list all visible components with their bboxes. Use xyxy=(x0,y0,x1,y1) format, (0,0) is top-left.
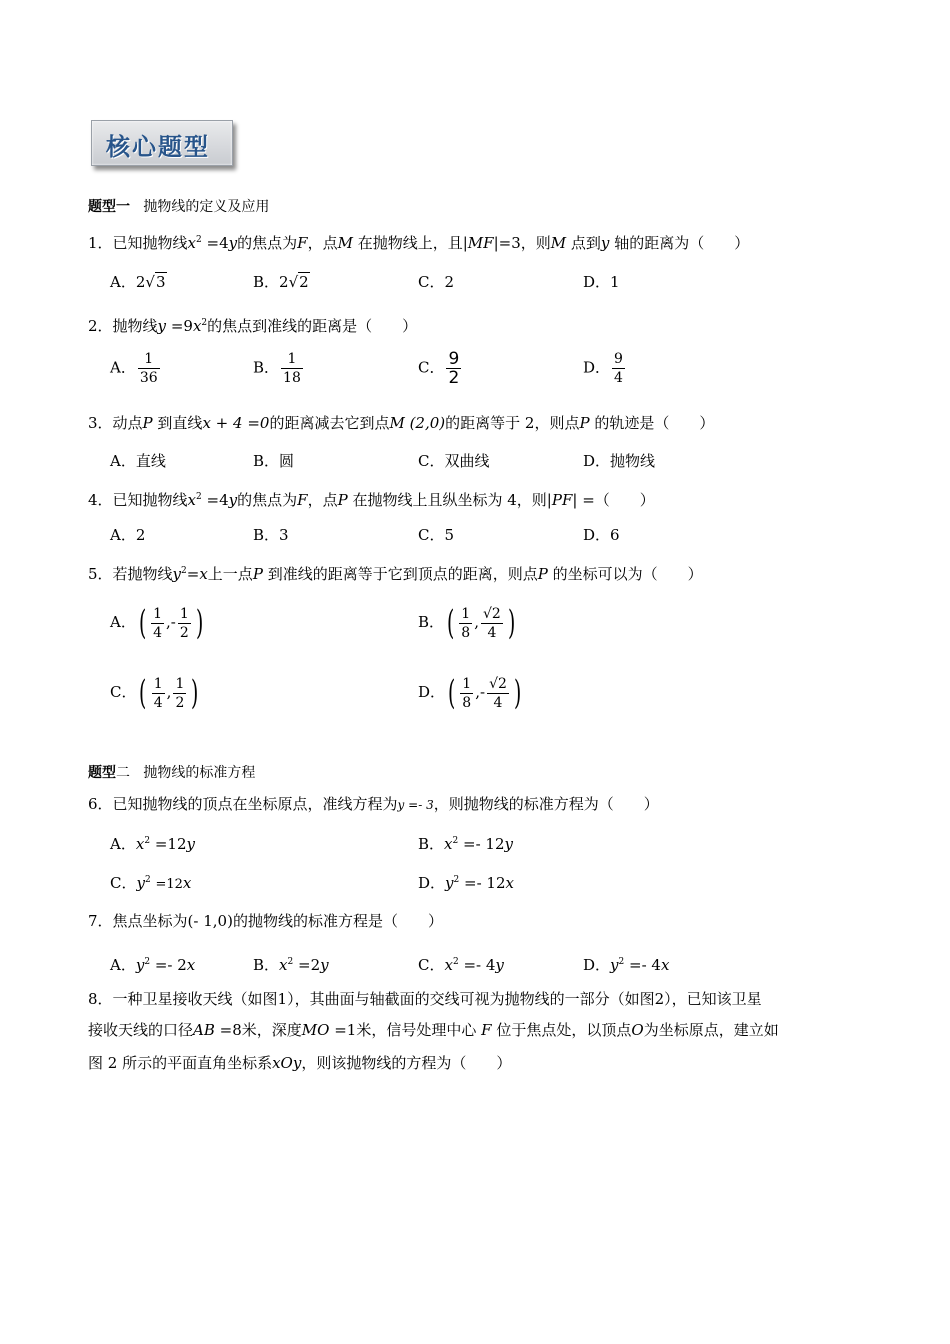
math-eq: =1 xyxy=(334,1021,357,1039)
math-var: AB xyxy=(193,1021,215,1039)
section-title: 抛物线的标准方程 xyxy=(143,765,256,781)
q-text: 的焦点为 xyxy=(237,234,298,252)
denominator: 2 xyxy=(175,694,185,711)
q-text: 在抛物线上，且 xyxy=(357,234,463,252)
q-text: 为坐标原点，建立如 xyxy=(643,1021,779,1039)
opt-label: A． xyxy=(110,273,136,291)
denominator: 8 xyxy=(461,624,471,641)
separator: ,- xyxy=(475,683,486,701)
q-text: 的抛物线的标准方程是（ ） xyxy=(232,912,443,930)
q-text: ，则 xyxy=(520,234,551,252)
q3-option-d[interactable]: D．抛物线 xyxy=(583,452,656,470)
q7-option-d[interactable] xyxy=(583,952,669,975)
right-paren: ) xyxy=(513,673,522,713)
math-eq: =- 4 xyxy=(463,956,496,974)
denominator: 2 xyxy=(448,368,460,388)
fraction xyxy=(487,675,509,712)
math-eq: =8 xyxy=(219,1021,242,1039)
math-eq: = xyxy=(582,491,595,509)
math-eq: =4 xyxy=(206,491,229,509)
opt-radicand: 3 xyxy=(155,273,166,291)
q5-option-b[interactable] xyxy=(418,603,518,643)
math-sup: 2 xyxy=(201,318,208,328)
q-text: 的距离减去它到点 xyxy=(269,414,390,432)
math-eq: =- 4 xyxy=(629,956,661,974)
opt-label: B． xyxy=(418,835,445,853)
math-sup: 2 xyxy=(453,875,460,885)
q-text: 到直线 xyxy=(157,414,203,432)
question-2 xyxy=(88,313,417,336)
q-text: （ ） xyxy=(594,491,655,509)
numerator: 1 xyxy=(153,675,163,692)
section-title: 抛物线的定义及应用 xyxy=(143,199,270,215)
math-eq: =9 xyxy=(170,317,193,335)
numerator: 9 xyxy=(448,349,460,369)
opt-label: C． xyxy=(110,683,137,701)
q-text: ，点 xyxy=(307,234,338,252)
opt-label: D． xyxy=(418,683,446,701)
math-sup: 2 xyxy=(196,492,202,502)
q-text: 4．已知抛物线 xyxy=(88,491,188,509)
math-eq: =12 xyxy=(154,835,187,853)
math-var: P xyxy=(142,414,153,432)
opt-label: A． xyxy=(110,956,136,974)
math-eq: =3 xyxy=(498,234,521,252)
math-var: y xyxy=(228,491,238,509)
separator: , xyxy=(166,683,172,701)
math-var: y xyxy=(600,234,610,252)
opt-label: A． xyxy=(110,835,136,853)
left-paren: ( xyxy=(139,673,147,713)
q2-option-d[interactable] xyxy=(583,350,627,387)
math-eq: =2 xyxy=(298,956,321,974)
math-var: P xyxy=(337,491,348,509)
math-var: y xyxy=(157,317,167,335)
math-eq: =4 xyxy=(206,234,229,252)
question-8-line-2 xyxy=(88,1020,779,1040)
q-text: 的距离等于 2，则点 xyxy=(445,414,580,432)
math-var: y xyxy=(135,956,145,974)
math-sup: 2 xyxy=(144,957,151,967)
denominator: 4 xyxy=(153,624,163,641)
q5-option-a[interactable] xyxy=(110,603,206,643)
numerator: 1 xyxy=(138,350,160,369)
fraction xyxy=(481,605,503,642)
left-paren: ( xyxy=(448,673,456,713)
badge-title: 核心题型 xyxy=(106,132,210,161)
math-var: y xyxy=(320,956,329,974)
question-8-line-1: 8．一种卫星接收天线（如图1），其曲面与轴截面的交线可视为抛物线的一部分（如图2），已知该卫星 xyxy=(88,990,762,1008)
math-var: F xyxy=(297,491,308,509)
math-sup: 2 xyxy=(181,566,187,576)
math-eq: =x xyxy=(186,565,208,583)
q-text: 5．若抛物线 xyxy=(88,565,173,583)
q-text: 到准线的距离等于它到顶点的距离，则点 xyxy=(267,565,538,583)
math-var: y xyxy=(186,835,195,853)
q4-option-c[interactable]: C．5 xyxy=(418,526,455,544)
denominator: 4 xyxy=(493,694,503,711)
opt-radicand: 2 xyxy=(299,273,309,291)
opt-label: D． xyxy=(583,358,611,377)
q6-option-d[interactable] xyxy=(418,870,514,893)
math-sup: 2 xyxy=(452,957,459,967)
math-abs: |PF| xyxy=(546,491,578,509)
denominator: 2 xyxy=(179,624,189,641)
math-eq: =- 12 xyxy=(464,874,506,892)
q-text: 上一点 xyxy=(207,565,253,583)
fraction xyxy=(459,605,472,642)
opt-label: C． xyxy=(418,956,445,974)
math-var: P xyxy=(579,414,590,432)
left-paren: ( xyxy=(138,603,147,643)
q2-option-b[interactable] xyxy=(253,350,305,387)
math-var: y xyxy=(172,565,182,583)
math-sup: 2 xyxy=(144,875,151,885)
q-text: 米，信号处理中心 xyxy=(356,1021,477,1039)
q-text: 接收天线的口径 xyxy=(88,1021,194,1039)
fraction xyxy=(138,350,160,387)
question-3 xyxy=(88,413,714,433)
math-var: x xyxy=(660,956,670,974)
q6-option-b[interactable] xyxy=(418,831,513,854)
numerator: 1 xyxy=(281,350,303,369)
q-text: 点到 xyxy=(570,234,601,252)
math-var: y xyxy=(136,874,145,892)
denominator: 4 xyxy=(614,370,623,386)
opt-label: C． xyxy=(110,874,137,892)
math-var: y xyxy=(610,956,619,974)
q-text: 的坐标可以为（ ） xyxy=(552,565,703,583)
q2-option-c[interactable] xyxy=(418,350,463,387)
math-var: F xyxy=(481,1021,492,1039)
q2-option-a[interactable] xyxy=(110,350,162,387)
math-var: x xyxy=(186,956,196,974)
q-text: ，点 xyxy=(307,491,338,509)
q3-option-c[interactable]: C．双曲线 xyxy=(418,452,490,470)
right-paren: ) xyxy=(195,603,204,643)
math-var: y xyxy=(504,835,513,853)
denominator: 4 xyxy=(153,694,163,711)
opt-label: B． xyxy=(253,273,280,291)
numerator: 1 xyxy=(461,605,471,622)
section-badge xyxy=(91,120,233,166)
math-var: x xyxy=(187,491,197,509)
math-var: MO xyxy=(301,1021,330,1039)
q6-option-a[interactable] xyxy=(110,831,195,854)
q1-option-d[interactable]: D．1 xyxy=(583,273,620,291)
math-expr: x + 4 =0 xyxy=(202,414,270,432)
q6-option-c[interactable] xyxy=(110,870,191,895)
q-text: 的焦点为 xyxy=(237,491,298,509)
q3-option-a[interactable]: A．直线 xyxy=(110,452,166,470)
math-var: x xyxy=(444,956,453,974)
denominator: 36 xyxy=(139,370,158,386)
question-7 xyxy=(88,911,443,931)
math-var: x xyxy=(444,835,453,853)
opt-label: B． xyxy=(253,956,280,974)
fraction xyxy=(152,675,165,712)
math-var: y xyxy=(495,956,504,974)
section-heading-2 xyxy=(88,763,255,783)
opt-label: A． xyxy=(110,358,136,377)
q-text: 2．抛物线 xyxy=(88,317,158,335)
math-var: x xyxy=(135,835,145,853)
question-4 xyxy=(88,487,655,510)
q-text: 1．已知抛物线 xyxy=(88,234,188,252)
q-text: 的焦点到准线的距离是（ ） xyxy=(207,317,418,335)
fraction xyxy=(281,350,303,387)
q-text: 的轨迹是（ ） xyxy=(594,414,715,432)
math-eq: =- 2 xyxy=(154,956,187,974)
q-text: 7．焦点坐标为 xyxy=(88,912,188,930)
q7-option-a[interactable] xyxy=(110,952,195,975)
math-sup: 2 xyxy=(287,957,294,967)
math-var: M xyxy=(550,234,567,252)
q7-option-c[interactable] xyxy=(418,952,504,975)
q7-option-b[interactable] xyxy=(253,952,329,975)
math-eq: =12 xyxy=(155,877,183,892)
math-sup: 2 xyxy=(196,235,202,245)
opt-label: C． xyxy=(418,358,445,377)
q4-option-a[interactable]: A．2 xyxy=(110,526,146,544)
math-var: F xyxy=(297,234,308,252)
math-sup: 2 xyxy=(618,957,625,967)
math-point: M (2,0) xyxy=(389,414,446,432)
right-paren: ) xyxy=(191,673,199,713)
numerator: 1 xyxy=(153,605,163,622)
math-var: y xyxy=(445,874,454,892)
q1-option-c[interactable]: C．2 xyxy=(418,273,455,291)
separator: , xyxy=(474,613,479,631)
numerator: √2 xyxy=(483,605,501,622)
numerator: 1 xyxy=(462,675,472,692)
opt-value: 2 xyxy=(279,273,289,291)
math-sup: 2 xyxy=(452,836,459,846)
fraction xyxy=(460,675,473,712)
math-eq: y =- 3 xyxy=(397,798,434,812)
q-text: 轴的距离为（ ） xyxy=(614,234,750,252)
opt-label: D． xyxy=(418,874,446,892)
math-var: x xyxy=(182,874,192,892)
denominator: 8 xyxy=(462,694,472,711)
numerator: 9 xyxy=(614,351,623,367)
q4-option-b[interactable]: B．3 xyxy=(253,526,289,544)
math-var: O xyxy=(631,1021,644,1039)
numerator: 1 xyxy=(175,675,185,692)
q-text: ，则该抛物线的方程为（ ） xyxy=(301,1054,512,1072)
question-6 xyxy=(88,794,659,815)
math-var: P xyxy=(252,565,263,583)
separator: ,- xyxy=(166,613,176,631)
q-text: 3．动点 xyxy=(88,414,143,432)
q-text: 米，深度 xyxy=(241,1021,302,1039)
math-abs: |MF| xyxy=(462,234,499,252)
section-prefix: 题型 xyxy=(88,765,116,781)
q5-option-d[interactable] xyxy=(418,673,524,713)
fraction xyxy=(173,675,186,712)
q-text: 图 2 所示的平面直角坐标系 xyxy=(88,1054,273,1072)
q-text: 6．已知抛物线的顶点在坐标原点，准线方程为 xyxy=(88,795,398,813)
q1-option-b[interactable]: B．2√2 xyxy=(253,273,309,291)
opt-label: B． xyxy=(418,613,445,631)
question-8-line-3 xyxy=(88,1053,511,1073)
left-paren: ( xyxy=(447,603,455,643)
math-var: P xyxy=(537,565,548,583)
math-sup: 2 xyxy=(144,836,151,846)
q-text: ，则抛物线的标准方程为（ ） xyxy=(433,795,659,813)
q4-option-d[interactable]: D．6 xyxy=(583,526,620,544)
math-var: x xyxy=(187,234,197,252)
q5-option-c[interactable] xyxy=(110,673,202,713)
q3-option-b[interactable]: B．圆 xyxy=(253,452,295,470)
section-prefix-num: 二 xyxy=(116,765,130,781)
math-var: M xyxy=(337,234,353,252)
opt-value: 2 xyxy=(135,273,146,291)
math-eq: =- 12 xyxy=(463,835,505,853)
question-5 xyxy=(88,561,703,584)
opt-label: D． xyxy=(583,956,611,974)
opt-label: B． xyxy=(253,358,280,377)
numerator: 1 xyxy=(179,605,189,622)
q1-option-a[interactable]: A．2√3 xyxy=(110,273,166,291)
section-prefix: 题型一 xyxy=(88,199,130,215)
math-var: xOy xyxy=(272,1054,302,1072)
math-var: x xyxy=(279,956,288,974)
fraction xyxy=(612,350,625,387)
math-var: y xyxy=(228,234,238,252)
math-var: x xyxy=(192,317,202,335)
section-heading-1 xyxy=(88,197,269,217)
math-point: (- 1,0) xyxy=(187,912,233,930)
fraction xyxy=(178,605,191,642)
denominator: 18 xyxy=(283,370,301,386)
right-paren: ) xyxy=(507,603,516,643)
fraction xyxy=(446,350,461,387)
question-1 xyxy=(88,230,749,253)
numerator: √2 xyxy=(489,675,507,692)
denominator: 4 xyxy=(487,624,497,641)
math-var: x xyxy=(505,874,514,892)
fraction xyxy=(151,605,164,642)
opt-label: A． xyxy=(110,613,136,631)
q-text: 在抛物线上且纵坐标为 4，则 xyxy=(352,491,547,509)
q-text: 位于焦点处，以顶点 xyxy=(496,1021,632,1039)
